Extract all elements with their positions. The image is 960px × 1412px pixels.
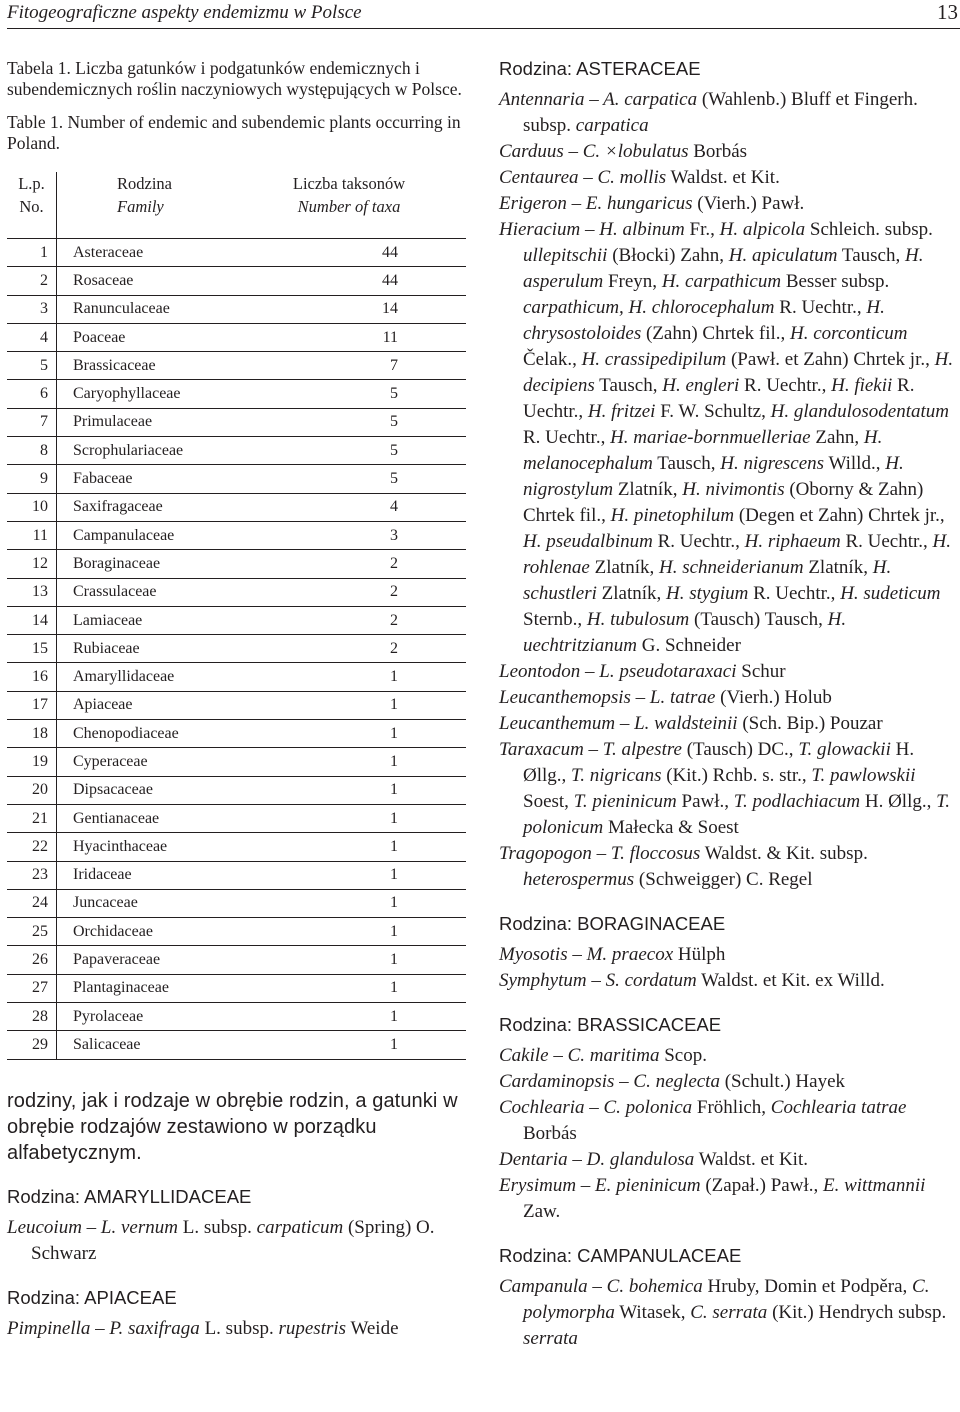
taxon-name: H. mariae-bornmuelleriae — [610, 427, 811, 448]
species-entry — [499, 217, 960, 659]
author-text: (Vierh.) Holub — [715, 687, 832, 708]
author-text: R. Uechtr., — [748, 583, 841, 604]
author-text: Pawł., — [676, 791, 734, 812]
taxon-name: H. pinetophilum — [610, 505, 735, 526]
taxon-name: T. nigricans — [571, 765, 662, 786]
row-count: 1 — [248, 691, 466, 719]
row-count: 4 — [248, 493, 466, 521]
row-count: 1 — [248, 804, 466, 832]
table-row — [7, 663, 466, 691]
author-text: Zlatník, — [803, 557, 873, 578]
author-text: Hruby, Domin et Podpěra, — [702, 1276, 913, 1297]
species-entry — [499, 165, 960, 191]
row-no: 11 — [7, 521, 57, 549]
taxon-name: H. nigrescens — [720, 453, 825, 474]
taxon-name: carpaticum — [256, 1216, 344, 1238]
table-row — [7, 465, 466, 493]
taxon-name: Erigeron – E. hungaricus — [499, 193, 693, 214]
author-text: R. Uechtr., — [523, 427, 611, 448]
row-count: 1 — [248, 861, 466, 889]
row-count: 5 — [248, 408, 466, 436]
taxon-name: Cochlearia tatrae — [770, 1097, 907, 1118]
row-no: 14 — [7, 606, 57, 634]
species-entry — [499, 1069, 960, 1095]
col-header-no — [7, 172, 57, 239]
taxon-name: Cardaminopsis – C. neglecta — [499, 1071, 720, 1092]
row-family: Pyrolaceae — [57, 1003, 249, 1031]
left-column — [7, 58, 467, 1342]
table-row — [7, 635, 466, 663]
taxon-name: H. rohlenae — [523, 531, 952, 578]
author-text: Zlatník, — [589, 557, 659, 578]
row-count: 1 — [248, 748, 466, 776]
author-text: (Zahn) Chrtek fil., — [641, 323, 791, 344]
taxon-name: Pimpinella – P. saxifraga — [7, 1317, 200, 1339]
row-family: Plantaginaceae — [57, 974, 249, 1002]
table-row — [7, 691, 466, 719]
taxon-name: H. fritzei — [587, 401, 656, 422]
row-no: 26 — [7, 946, 57, 974]
row-no: 5 — [7, 352, 57, 380]
row-family: Chenopodiaceae — [57, 720, 249, 748]
taxon-name: Carduus – C. ×lobulatus — [499, 141, 689, 162]
author-text: Borbás — [688, 141, 748, 162]
table-row — [7, 323, 466, 351]
row-family: Asteraceae — [57, 239, 249, 267]
taxon-name: T. glowackii — [798, 739, 891, 760]
taxon-name: Dentaria – D. glandulosa — [499, 1149, 695, 1170]
row-no: 23 — [7, 861, 57, 889]
taxon-name: carpathicum, H. chlorocephalum — [523, 297, 775, 318]
taxon-name: Leucanthemum – L. waldsteinii — [499, 713, 738, 734]
table-row — [7, 974, 466, 1002]
author-text: (Zapał.) Pawł., — [700, 1175, 823, 1196]
author-text: Zlatník, — [596, 583, 667, 604]
author-text: Waldst. et Kit. — [666, 167, 780, 188]
taxon-name: H. apiculatum — [728, 245, 838, 266]
row-family: Gentianaceae — [57, 804, 249, 832]
taxon-name: H. decipiens — [523, 349, 954, 396]
table-row — [7, 1031, 466, 1059]
author-text: Fr., — [684, 219, 720, 240]
author-text: Zahn, — [810, 427, 864, 448]
row-no: 12 — [7, 550, 57, 578]
table-row — [7, 437, 466, 465]
row-no: 20 — [7, 776, 57, 804]
col-no-pl: L.p. — [18, 174, 45, 193]
author-text: (Tausch) DC., — [681, 739, 799, 760]
family-heading: Rodzina: BRASSICACEAE — [499, 1014, 722, 1035]
row-family: Crassulaceae — [57, 578, 249, 606]
species-entry — [499, 87, 960, 139]
row-count: 1 — [248, 833, 466, 861]
species-entry — [7, 1316, 467, 1342]
taxon-name: H. nigrostylum — [523, 453, 904, 500]
row-family: Salicaceae — [57, 1031, 249, 1059]
species-entry — [499, 1043, 960, 1069]
author-text: Weide — [346, 1317, 399, 1339]
species-entry — [499, 711, 960, 737]
col-count-pl: Liczba taksonów — [292, 174, 406, 193]
row-family: Brassicaceae — [57, 352, 249, 380]
author-text: Fröhlich, — [692, 1097, 771, 1118]
author-text: Soest, — [523, 791, 574, 812]
row-family: Poaceae — [57, 323, 249, 351]
author-text: (Kit.) Hendrych subsp. — [767, 1302, 947, 1323]
author-text: F. W. Schultz, — [655, 401, 771, 422]
species-entry — [499, 1147, 960, 1173]
taxon-name: rupestris — [278, 1317, 347, 1339]
row-count: 1 — [248, 889, 466, 917]
row-family: Iridaceae — [57, 861, 249, 889]
author-text: Scop. — [659, 1045, 707, 1066]
taxon-name: H. uechtritzianum — [523, 609, 847, 656]
row-no: 13 — [7, 578, 57, 606]
row-count: 1 — [248, 720, 466, 748]
species-entry — [499, 685, 960, 711]
taxon-name: Centaurea – C. mollis — [499, 167, 667, 188]
row-count: 1 — [248, 946, 466, 974]
author-text: (Oborny & Zahn) Chrtek fil., — [523, 479, 924, 526]
author-text: Zaw. — [523, 1201, 561, 1222]
table-row — [7, 776, 466, 804]
table-row — [7, 889, 466, 917]
row-no: 19 — [7, 748, 57, 776]
table-row — [7, 833, 466, 861]
row-family: Fabaceae — [57, 465, 249, 493]
author-text: Tausch, — [594, 375, 663, 396]
row-family: Ranunculaceae — [57, 295, 249, 323]
taxon-name: Leontodon – L. pseudotaraxaci — [499, 661, 737, 682]
author-text: (Schult.) Hayek — [719, 1071, 846, 1092]
row-count: 44 — [248, 239, 466, 267]
taxon-name: H. asperulum — [523, 245, 924, 292]
row-count: 2 — [248, 550, 466, 578]
table-caption-en: Table 1. Number of endemic and subendemic plants occurring in Poland. — [7, 112, 461, 153]
row-count: 1 — [248, 776, 466, 804]
row-family: Campanulaceae — [57, 521, 249, 549]
author-text: R. Uechtr., — [739, 375, 832, 396]
family-heading: Rodzina: BORAGINACEAE — [499, 913, 726, 934]
row-no: 2 — [7, 267, 57, 295]
taxon-name: H. melanocephalum — [523, 427, 883, 474]
row-count: 1 — [248, 974, 466, 1002]
taxon-name: H. chrysostoloides — [523, 297, 885, 344]
right-sections — [499, 58, 960, 1352]
row-no: 8 — [7, 437, 57, 465]
taxon-name: H. pseudalbinum — [523, 531, 653, 552]
author-text: R. Uechtr., — [840, 531, 933, 552]
taxon-name: Symphytum – S. cordatum — [499, 970, 697, 991]
author-text: Willd., — [824, 453, 886, 474]
author-text: Freyn, — [603, 271, 662, 292]
table-row — [7, 239, 466, 267]
taxon-name: Cochlearia – C. polonica — [499, 1097, 693, 1118]
row-family: Scrophulariaceae — [57, 437, 249, 465]
row-no: 10 — [7, 493, 57, 521]
row-family: Apiaceae — [57, 691, 249, 719]
table-row — [7, 606, 466, 634]
row-count: 2 — [248, 578, 466, 606]
species-entry — [499, 139, 960, 165]
species-entry — [499, 841, 960, 893]
taxon-name: Leucoium – L. vernum — [7, 1216, 178, 1238]
row-no: 24 — [7, 889, 57, 917]
table-row — [7, 720, 466, 748]
taxon-name: heterospermus — [523, 869, 635, 890]
table-row — [7, 748, 466, 776]
row-no: 15 — [7, 635, 57, 663]
row-no: 21 — [7, 804, 57, 832]
row-count: 5 — [248, 465, 466, 493]
row-no: 4 — [7, 323, 57, 351]
family-heading: Rodzina: AMARYLLIDACEAE — [7, 1185, 252, 1207]
author-text: Schleich. subsp. — [805, 219, 933, 240]
author-text: (Pawł. et Zahn) Chrtek jr., — [726, 349, 935, 370]
row-no: 9 — [7, 465, 57, 493]
author-text: (Schweigger) C. Regel — [634, 869, 813, 890]
row-no: 25 — [7, 918, 57, 946]
row-count: 3 — [248, 521, 466, 549]
author-text: Małecka & Soest — [603, 817, 739, 838]
author-text: Čelak., — [523, 349, 582, 370]
author-text: (Degen et Zahn) Chrtek jr., — [734, 505, 945, 526]
row-family: Amaryllidaceae — [57, 663, 249, 691]
row-family: Hyacinthaceae — [57, 833, 249, 861]
row-no: 22 — [7, 833, 57, 861]
taxon-name: H. riphaeum — [744, 531, 841, 552]
author-text: G. Schneider — [637, 635, 741, 656]
author-text: (Błocki) Zahn, — [607, 245, 729, 266]
row-count: 44 — [248, 267, 466, 295]
taxon-name: H. tubulosum — [586, 609, 690, 630]
taxon-name: Tragopogon – T. floccosus — [499, 843, 701, 864]
author-text: R. Uechtr., — [774, 297, 867, 318]
table-row — [7, 352, 466, 380]
taxon-name: Taraxacum – T. alpestre — [499, 739, 682, 760]
row-no: 1 — [7, 239, 57, 267]
taxon-name: H. glandulosodentatum — [770, 401, 949, 422]
taxon-name: H. schustleri — [523, 557, 892, 604]
taxon-name: Erysimum – E. pieninicum — [499, 1175, 701, 1196]
author-text: Tausch, — [652, 453, 721, 474]
row-family: Orchidaceae — [57, 918, 249, 946]
row-family: Dipsacaceae — [57, 776, 249, 804]
author-text: L. subsp. — [177, 1216, 257, 1238]
author-text: Witasek, — [614, 1302, 691, 1323]
family-heading: Rodzina: ASTERACEAE — [499, 58, 701, 79]
left-sections — [7, 1186, 467, 1342]
taxon-name: Myosotis – M. praecox — [499, 944, 674, 965]
table-row — [7, 578, 466, 606]
author-text: Waldst. et Kit. ex Willd. — [696, 970, 885, 991]
author-text: H. Øllg., — [523, 739, 915, 786]
author-text: (Spring) O. Schwarz — [31, 1216, 435, 1264]
running-title: Fitogeograficzne aspekty endemizmu w Polsce — [7, 2, 362, 23]
species-entry — [499, 942, 960, 968]
row-no: 27 — [7, 974, 57, 1002]
table-row — [7, 521, 466, 549]
taxon-name: T. pawlowskii — [811, 765, 916, 786]
taxon-name: T. podlachiacum — [733, 791, 861, 812]
taxon-name: Cakile – C. maritima — [499, 1045, 660, 1066]
taxon-name: H. carpathicum — [661, 271, 782, 292]
row-no: 17 — [7, 691, 57, 719]
taxon-name: Leucanthemopsis – L. tatrae — [499, 687, 716, 708]
family-heading: Rodzina: APIACEAE — [7, 1286, 177, 1308]
species-entry — [499, 1173, 960, 1225]
table-row — [7, 493, 466, 521]
taxon-name: H. engleri — [662, 375, 740, 396]
table-row — [7, 550, 466, 578]
row-no: 3 — [7, 295, 57, 323]
row-count: 11 — [248, 323, 466, 351]
table-row — [7, 380, 466, 408]
row-family: Papaveraceae — [57, 946, 249, 974]
col-count-en: Number of taxa — [297, 197, 401, 216]
species-entry — [7, 1215, 467, 1267]
col-family-en: Family — [117, 197, 164, 216]
row-count: 5 — [248, 437, 466, 465]
table-header-row — [7, 172, 466, 239]
author-text: (Wahlenb.) Bluff et Fingerh. subsp. — [523, 89, 918, 136]
table-row — [7, 804, 466, 832]
taxon-name: ullepitschii — [523, 245, 608, 266]
taxon-name: T. polonicum — [523, 791, 951, 838]
row-count: 1 — [248, 918, 466, 946]
row-count: 1 — [248, 1003, 466, 1031]
col-family-pl: Rodzina — [117, 174, 172, 193]
author-text: H. Øllg., — [860, 791, 937, 812]
taxon-name: Campanula – C. bohemica — [499, 1276, 703, 1297]
author-text: R. Uechtr., — [652, 531, 745, 552]
row-no: 6 — [7, 380, 57, 408]
taxon-name: H. stygium — [666, 583, 749, 604]
row-count: 2 — [248, 635, 466, 663]
row-count: 5 — [248, 380, 466, 408]
row-family: Boraginaceae — [57, 550, 249, 578]
row-no: 7 — [7, 408, 57, 436]
taxon-name: H. fiekii — [831, 375, 893, 396]
taxon-name: carpatica — [575, 115, 649, 136]
species-entry — [499, 1095, 960, 1147]
author-text: (Vierh.) Pawł. — [692, 193, 805, 214]
row-count: 7 — [248, 352, 466, 380]
author-text: Zlatník, — [613, 479, 683, 500]
intro-paragraph: rodziny, jak i rodzaje w obrębie rodzin, a gatunki w obrębie rodzajów zestawiono w porządku alfabetycznym. — [7, 1089, 458, 1164]
taxon-name: H. schneiderianum — [658, 557, 804, 578]
row-no: 18 — [7, 720, 57, 748]
table-row — [7, 918, 466, 946]
table-row — [7, 861, 466, 889]
taxon-name: E. wittmannii — [822, 1175, 926, 1196]
right-column — [499, 58, 960, 1352]
species-entry — [499, 191, 960, 217]
species-entry — [499, 968, 960, 994]
table-row — [7, 267, 466, 295]
author-text: Borbás — [523, 1123, 577, 1144]
row-family: Caryophyllaceae — [57, 380, 249, 408]
taxon-name: Antennaria – A. carpatica — [499, 89, 698, 110]
page-number: 13 — [937, 0, 958, 24]
row-count: 1 — [248, 663, 466, 691]
row-count: 2 — [248, 606, 466, 634]
taxon-name: serrata — [523, 1328, 578, 1349]
running-header — [7, 0, 960, 29]
taxon-name: H. alpicola — [719, 219, 806, 240]
author-text: (Kit.) Rchb. s. str., — [661, 765, 812, 786]
author-text: (Sch. Bip.) Pouzar — [737, 713, 883, 734]
author-text: Tausch, — [837, 245, 905, 266]
family-heading: Rodzina: CAMPANULACEAE — [499, 1245, 742, 1266]
row-family: Cyperaceae — [57, 748, 249, 776]
table-row — [7, 946, 466, 974]
row-family: Saxifragaceae — [57, 493, 249, 521]
row-no: 28 — [7, 1003, 57, 1031]
author-text: Besser subsp. — [781, 271, 890, 292]
author-text: Sternb., — [523, 609, 587, 630]
author-text: R. Uechtr., — [523, 375, 915, 422]
row-count: 1 — [248, 1031, 466, 1059]
col-no-en: No. — [19, 197, 44, 216]
taxon-name: H. crassipedipilum — [581, 349, 727, 370]
author-text: Hülph — [673, 944, 726, 965]
row-no: 29 — [7, 1031, 57, 1059]
taxon-name: Hieracium – H. albinum — [499, 219, 685, 240]
row-count: 14 — [248, 295, 466, 323]
author-text: Schur — [736, 661, 786, 682]
author-text: (Tausch) Tausch, — [689, 609, 828, 630]
col-header-count — [248, 172, 466, 239]
table-row — [7, 408, 466, 436]
endemic-families-table — [7, 172, 466, 1060]
row-family: Rosaceae — [57, 267, 249, 295]
taxon-name: T. pieninicum — [573, 791, 677, 812]
table-caption-pl: Tabela 1. Liczba gatunków i podgatunków endemicznych i subendemicznych roślin naczyniowych występujących w Polsce. — [7, 58, 462, 99]
taxon-name: C. polymorpha — [523, 1276, 930, 1323]
taxon-name: H. corconticum — [790, 323, 908, 344]
row-no: 16 — [7, 663, 57, 691]
row-family: Lamiaceae — [57, 606, 249, 634]
col-header-family — [57, 172, 249, 239]
table-row — [7, 295, 466, 323]
row-family: Primulaceae — [57, 408, 249, 436]
row-family: Juncaceae — [57, 889, 249, 917]
row-family: Rubiaceae — [57, 635, 249, 663]
species-entry — [499, 737, 960, 841]
taxon-name: H. nivimontis — [682, 479, 785, 500]
author-text: Waldst. & Kit. subsp. — [700, 843, 868, 864]
species-entry — [499, 1274, 960, 1352]
author-text: Waldst. et Kit. — [694, 1149, 808, 1170]
table-row — [7, 1003, 466, 1031]
species-entry — [499, 659, 960, 685]
author-text: L. subsp. — [199, 1317, 279, 1339]
taxon-name: C. serrata — [690, 1302, 768, 1323]
taxon-name: H. sudeticum — [840, 583, 941, 604]
